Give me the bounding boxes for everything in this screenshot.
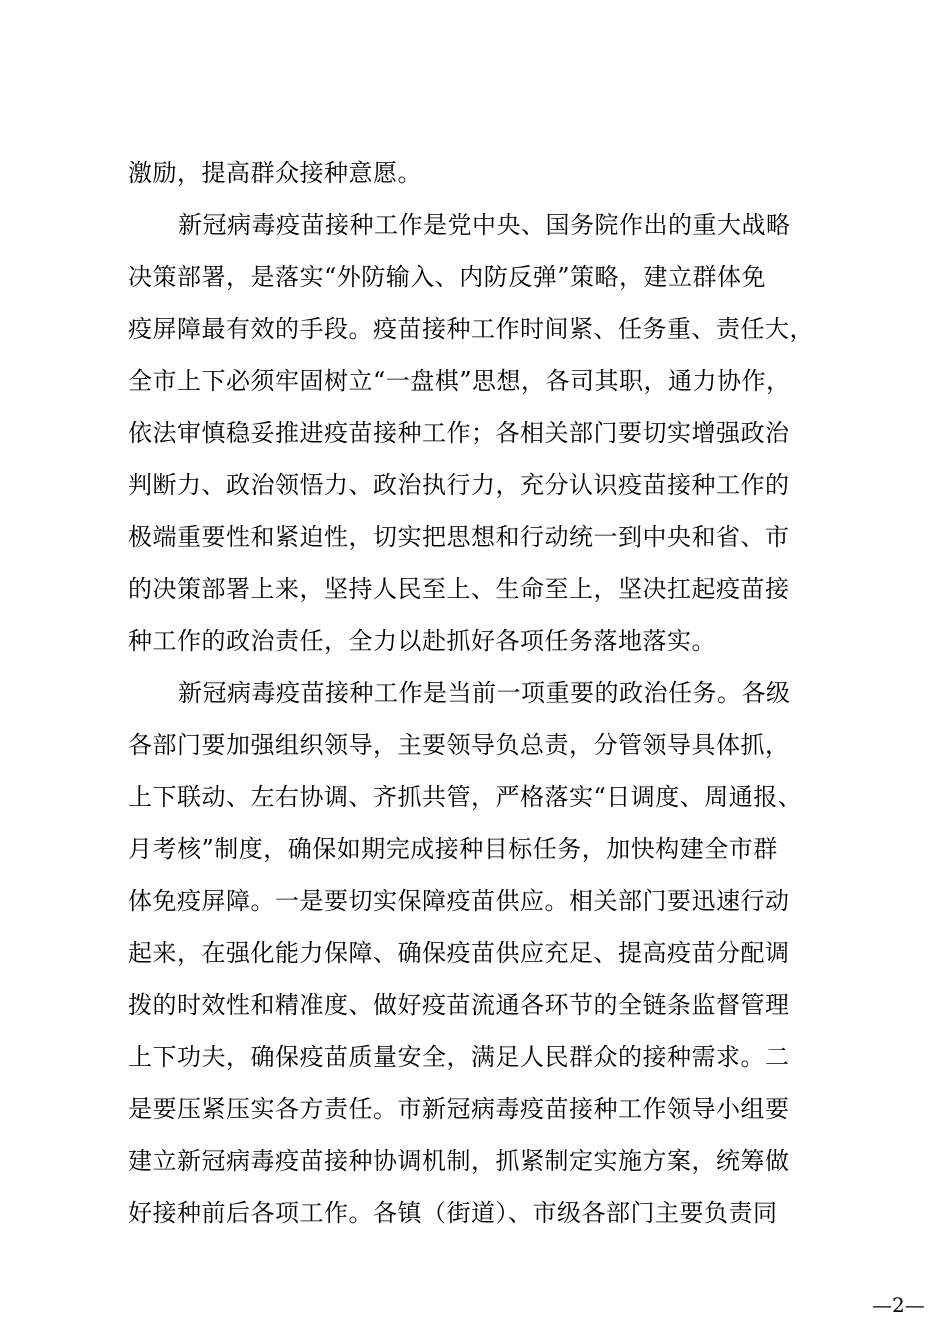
text-line: 新冠病毒疫苗接种工作是党中央、国务院作出的重大战略 [178, 211, 791, 239]
text-line: 疫屏障最有效的手段。疫苗接种工作时间紧、任务重、责任大， [128, 315, 814, 343]
page-number: —2— [872, 1293, 925, 1317]
text-line: 月考核”制度，确保如期完成接种目标任务，加快构建全市群 [128, 835, 778, 863]
text-line: 的决策部署上来，坚持人民至上、生命至上，坚决扛起疫苗接 [128, 575, 790, 603]
text-line: 上下功夫，确保疫苗质量安全，满足人民群众的接种需求。二 [128, 1043, 790, 1071]
text-line: 各部门要加强组织领导，主要领导负总责，分管领导具体抓， [128, 731, 790, 759]
text-line: 新冠病毒疫苗接种工作是当前一项重要的政治任务。各级 [178, 679, 791, 707]
text-line: 起来，在强化能力保障、确保疫苗供应充足、提高疫苗分配调 [128, 939, 790, 967]
text-line: 拨的时效性和精准度、做好疫苗流通各环节的全链条监督管理 [128, 991, 790, 1019]
text-line: 全市上下必须牢固树立“一盘棋”思想，各司其职，通力协作， [128, 367, 791, 395]
text-line: 种工作的政治责任，全力以赴抓好各项任务落地落实。 [128, 627, 716, 655]
text-line: 建立新冠病毒疫苗接种协调机制，抓紧制定实施方案，统筹做 [128, 1147, 790, 1175]
text-line: 极端重要性和紧迫性，切实把思想和行动统一到中央和省、市 [128, 523, 790, 551]
text-line: 依法审慎稳妥推进疫苗接种工作；各相关部门要切实增强政治 [128, 419, 790, 447]
text-line: 好接种前后各项工作。各镇（街道）、市级各部门主要负责同 [128, 1199, 778, 1227]
text-line: 上下联动、左右协调、齐抓共管，严格落实“日调度、周通报、 [128, 783, 803, 811]
text-line: 体免疫屏障。一是要切实保障疫苗供应。相关部门要迅速行动 [128, 887, 790, 915]
text-line: 是要压紧压实各方责任。市新冠病毒疫苗接种工作领导小组要 [128, 1095, 790, 1123]
text-line: 激励，提高群众接种意愿。 [128, 159, 422, 187]
text-line: 判断力、政治领悟力、政治执行力，充分认识疫苗接种工作的 [128, 471, 790, 499]
text-line: 决策部署，是落实“外防输入、内防反弹”策略，建立群体免 [128, 263, 767, 291]
